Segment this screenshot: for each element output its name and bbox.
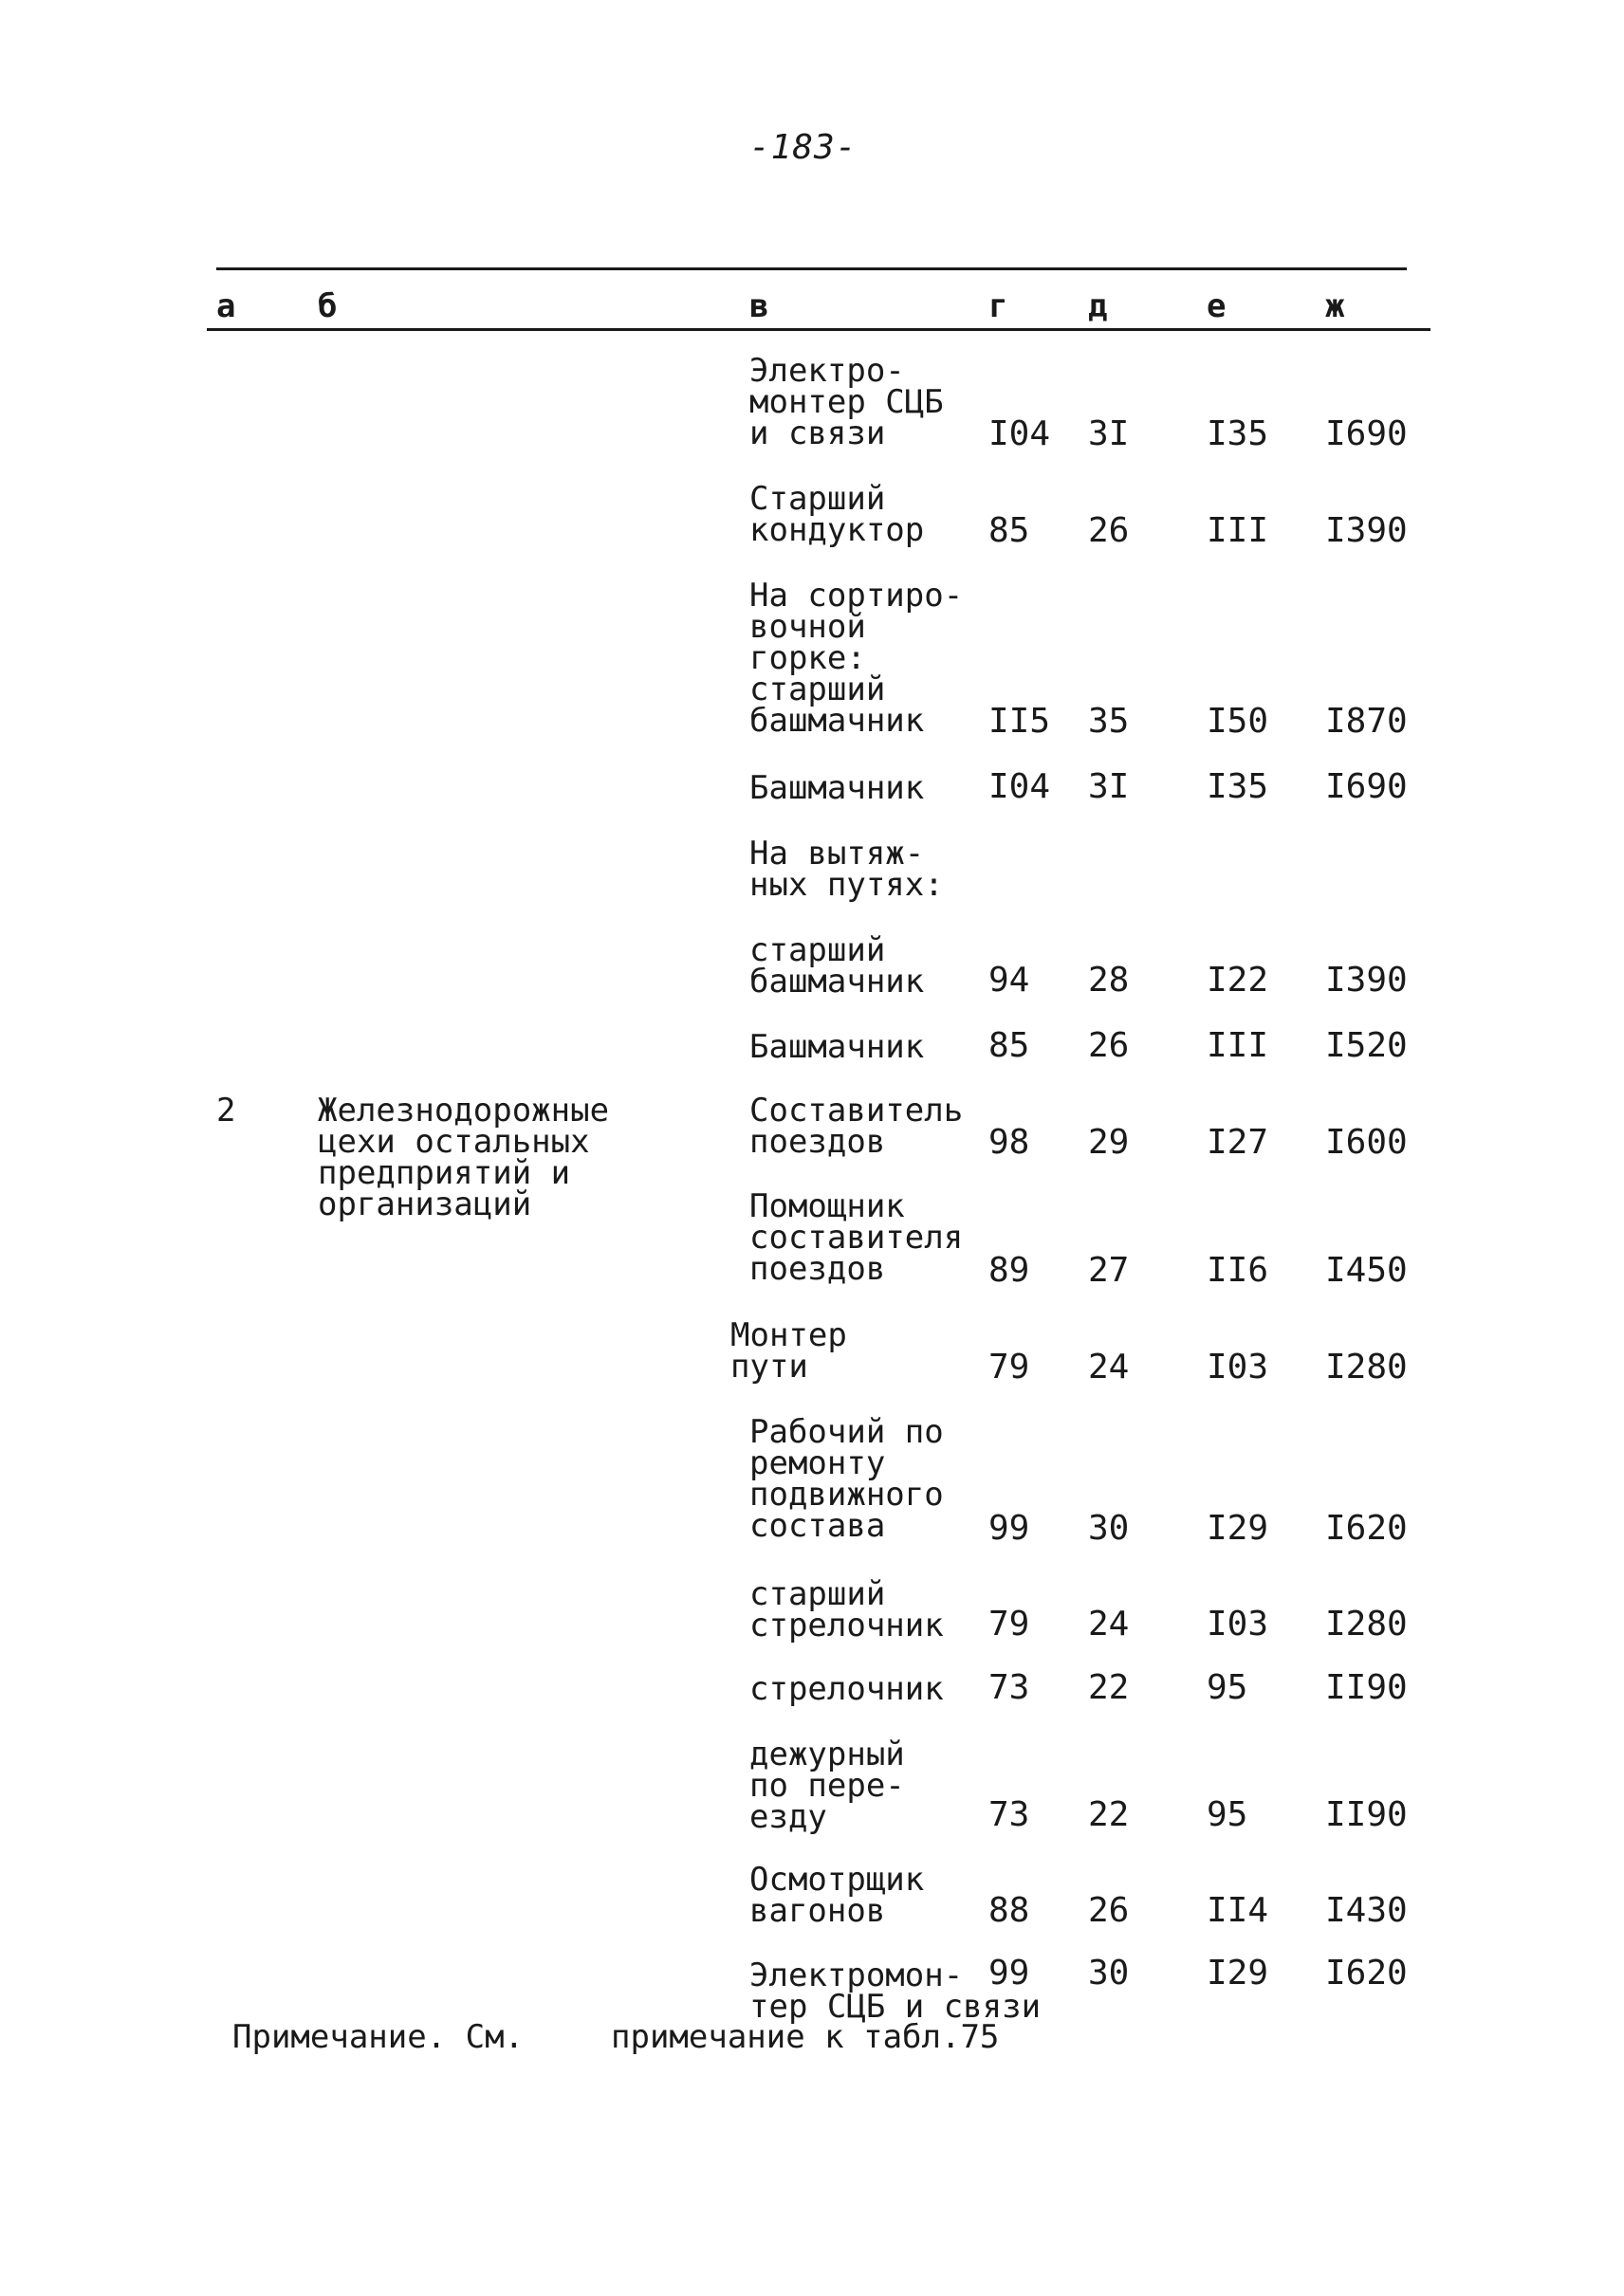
value-zh: I280 [1325,1348,1408,1387]
job-title: Башмачник [749,1028,925,1066]
value-e: III [1207,1026,1269,1065]
value-g: 85 [988,511,1030,550]
column-header-e: е [1207,287,1227,325]
job-title: старший башмачник [749,931,925,1001]
value-g: 79 [988,1348,1030,1387]
value-d: 26 [1088,1891,1130,1930]
value-g: 88 [988,1891,1030,1930]
footnote-text: примечание к табл.75 [611,2018,1000,2056]
value-e: I03 [1207,1348,1269,1387]
value-zh: I690 [1325,414,1408,453]
value-zh: II90 [1325,1668,1408,1707]
value-g: 99 [988,1509,1030,1548]
job-title: стрелочник [749,1670,944,1708]
value-zh: II90 [1325,1795,1408,1834]
column-header-g: г [988,287,1008,325]
value-d: 27 [1088,1251,1130,1290]
value-g: 73 [988,1795,1030,1834]
value-zh: I280 [1325,1605,1408,1644]
value-e: I35 [1207,767,1269,806]
value-e: III [1207,511,1269,550]
value-g: 98 [988,1123,1030,1162]
job-title: старший стрелочник [749,1575,944,1644]
value-e: I03 [1207,1605,1269,1644]
value-e: II4 [1207,1891,1269,1930]
column-header-a: а [216,287,236,325]
footnote-label: Примечание. См. [232,2018,525,2056]
value-zh: I620 [1325,1954,1408,1993]
value-e: I29 [1207,1954,1269,1993]
value-d: 26 [1088,1026,1130,1065]
value-zh: I390 [1325,961,1408,1000]
subheading: На вытяж- ных путях: [749,835,944,904]
job-title: На сортиро- вочной горке: старший башмачник [749,577,964,740]
value-g: 85 [988,1026,1030,1065]
value-g: I04 [988,767,1051,806]
value-g: 94 [988,961,1030,1000]
value-d: 35 [1088,702,1130,741]
value-g: 79 [988,1605,1030,1644]
value-g: 89 [988,1251,1030,1290]
column-header-d: д [1088,287,1108,325]
value-d: 28 [1088,961,1130,1000]
job-title: Составитель поездов [749,1092,964,1161]
column-header-zh: ж [1325,287,1345,325]
job-title: дежурный по пере- езду [749,1736,905,1836]
value-d: 24 [1088,1605,1130,1644]
value-zh: I620 [1325,1509,1408,1548]
job-title: Монтер пути [730,1316,847,1386]
value-e: I27 [1207,1123,1269,1162]
value-e: 95 [1207,1668,1248,1707]
job-title: Башмачник [749,769,925,807]
value-d: 24 [1088,1348,1130,1387]
value-d: 30 [1088,1509,1130,1548]
value-g: 99 [988,1954,1030,1993]
value-zh: I870 [1325,702,1408,741]
value-zh: I690 [1325,767,1408,806]
value-e: I22 [1207,961,1269,1000]
value-d: 3I [1088,767,1130,806]
value-zh: I520 [1325,1026,1408,1065]
job-title: Осмотрщик вагонов [749,1861,925,1930]
value-d: 29 [1088,1123,1130,1162]
value-d: 26 [1088,511,1130,550]
group-number: 2 [216,1092,236,1130]
value-g: II5 [988,702,1051,741]
job-title: Электро- монтер СЦБ и связи [749,352,944,452]
column-header-v: в [749,287,769,325]
group-name: Железнодорожные цехи остальных предприятий и организаций [318,1092,610,1223]
value-zh: I390 [1325,511,1408,550]
top-rule [216,267,1407,270]
value-e: I29 [1207,1509,1269,1548]
value-g: 73 [988,1668,1030,1707]
value-d: 22 [1088,1795,1130,1834]
value-d: 30 [1088,1954,1130,1993]
value-g: I04 [988,414,1051,453]
value-e: I35 [1207,414,1269,453]
value-zh: I450 [1325,1251,1408,1290]
value-d: 22 [1088,1668,1130,1707]
value-e: 95 [1207,1795,1248,1834]
value-e: I50 [1207,702,1269,741]
page-number: -183- [749,128,858,167]
job-title: Помощник составителя поездов [749,1187,964,1288]
value-zh: I430 [1325,1891,1408,1930]
job-title: Электромон- тер СЦБ и связи [749,1956,1042,2026]
value-zh: I600 [1325,1123,1408,1162]
value-e: II6 [1207,1251,1269,1290]
column-header-b: б [318,287,338,325]
job-title: Старший кондуктор [749,480,925,549]
header-rule [207,328,1430,331]
value-d: 3I [1088,414,1130,453]
job-title: Рабочий по ремонту подвижного состава [749,1413,944,1545]
